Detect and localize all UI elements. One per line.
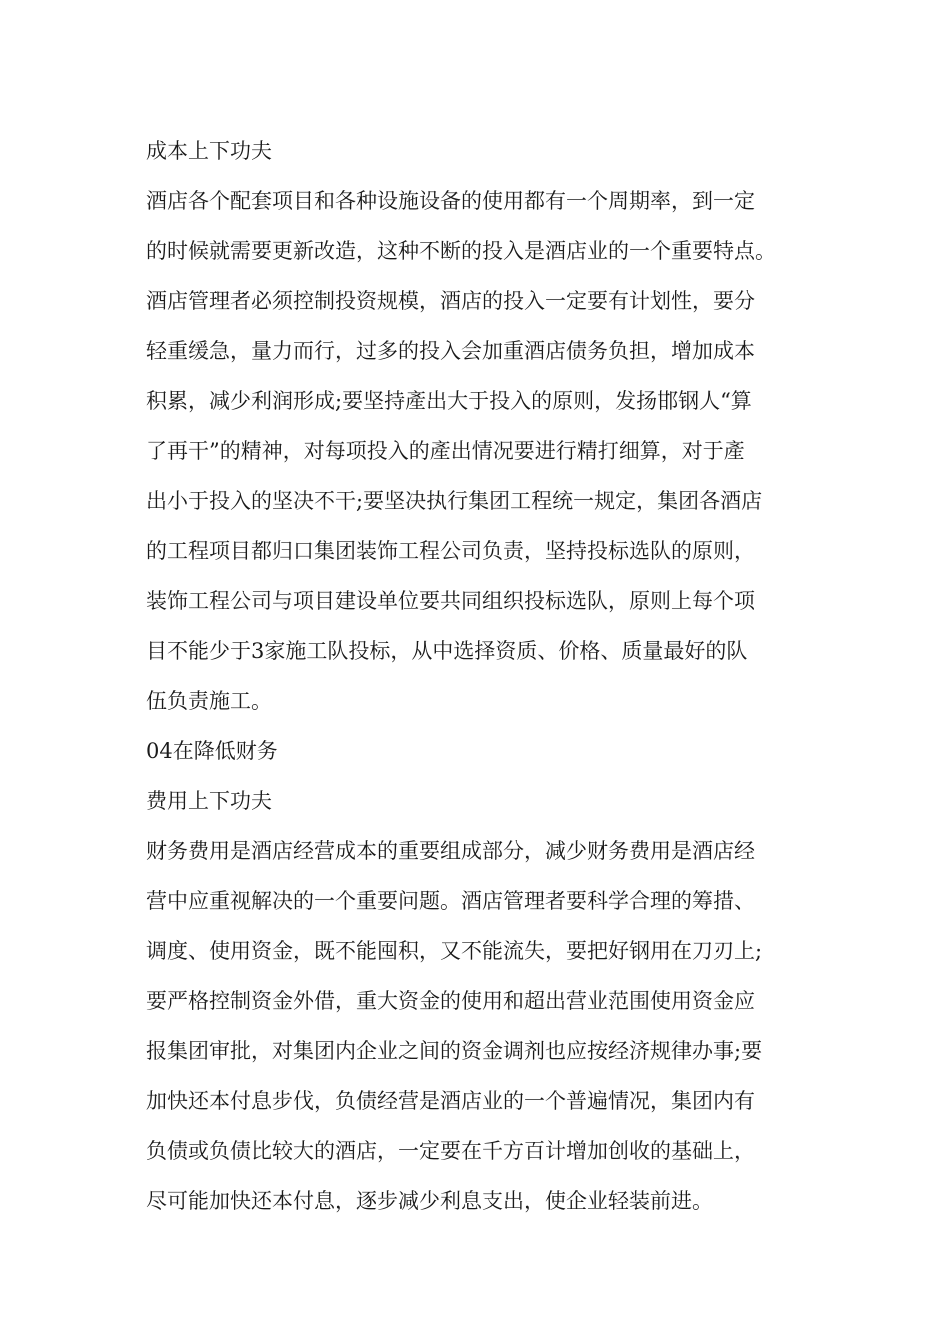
text-line-2: 酒店各个配套项目和各种设施设备的使用都有一个周期率，到一定	[146, 189, 755, 213]
text-line-15: 财务费用是酒店经营成本的重要组成部分，减少财务费用是酒店经	[146, 839, 755, 863]
text-line-10: 装饰工程公司与项目建设单位要共同组织投标选队，原则上每个项	[146, 589, 755, 613]
text-line-3: 的时候就需要更新改造，这种不断的投入是酒店业的一个重要特点。	[146, 239, 776, 263]
text-line-9: 的工程项目都归口集团装饰工程公司负责，坚持投标选队的原则，	[146, 539, 755, 563]
text-line-12: 伍负责施工。	[146, 689, 272, 713]
text-line-16: 营中应重视解决的一个重要问题。酒店管理者要科学合理的筹措、	[146, 889, 755, 913]
text-line-7: 了再干”的精神，对每项投入的產出情况要进行精打细算，对于產	[146, 439, 745, 463]
text-line-14: 费用上下功夫	[146, 789, 272, 813]
document-body	[146, 133, 806, 1233]
text-line-22: 尽可能加快还本付息，逐步减少利息支出，使企业轻装前进。	[146, 1189, 713, 1213]
text-line-1: 成本上下功夫	[146, 139, 272, 163]
text-line-8: 出小于投入的坚决不干;要坚决执行集团工程统一规定，集团各酒店	[146, 489, 763, 513]
text-line-17: 调度、使用资金，既不能囤积，又不能流失，要把好钢用在刀刃上;	[146, 939, 763, 963]
text-line-11: 目不能少于3家施工队投标，从中选择资质、价格、质量最好的队	[146, 639, 748, 663]
text-line-4: 酒店管理者必须控制投资规模，酒店的投入一定要有计划性，要分	[146, 289, 755, 313]
text-line-13: 04在降低财务	[146, 739, 278, 763]
text-line-21: 负债或负债比较大的酒店，一定要在千方百计增加创收的基础上，	[146, 1139, 755, 1163]
text-line-5: 轻重缓急，量力而行，过多的投入会加重酒店债务负担，增加成本	[146, 339, 755, 363]
text-line-20: 加快还本付息步伐，负债经营是酒店业的一个普遍情况，集团内有	[146, 1089, 755, 1113]
text-line-19: 报集团审批，对集团内企业之间的资金调剂也应按经济规律办事;要	[146, 1039, 763, 1063]
text-line-18: 要严格控制资金外借，重大资金的使用和超出营业范围使用资金应	[146, 989, 755, 1013]
text-line-6: 积累，减少利润形成;要坚持產出大于投入的原则，发扬邯钢人“算	[146, 389, 752, 413]
